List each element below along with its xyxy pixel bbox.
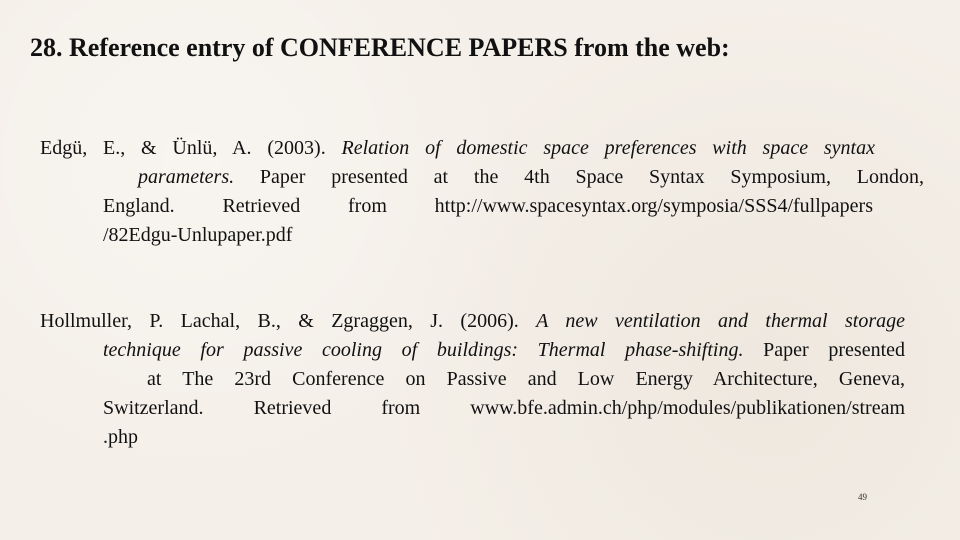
reference-line <box>40 365 905 394</box>
reference-details: Paper presented at the 4th Space Syntax Symposium, London, <box>234 166 924 188</box>
reference-line <box>40 336 905 365</box>
reference-line <box>40 134 875 163</box>
reference-details: Paper presented <box>743 339 906 361</box>
reference-url: /82Edgu-Unlupaper.pdf <box>103 224 293 246</box>
reference-line <box>40 394 905 423</box>
reference-line <box>40 423 906 452</box>
reference-details: at The 23rd Conference on Passive and Low Energy Architecture, Geneva, <box>147 368 905 390</box>
reference-url: .php <box>103 426 138 448</box>
reference-details: Switzerland. Retrieved from www.bfe.admin.ch/php/modules/publikationen/stream <box>103 397 905 419</box>
slide-title: 28. Reference entry of CONFERENCE PAPERS from the web: <box>30 33 730 62</box>
reference-authors-year: Hollmuller, P. Lachal, B., & Zgraggen, J. (2006). <box>40 310 537 332</box>
reference-title: Relation of domestic space preferences with space syntax <box>341 137 875 159</box>
reference-line <box>40 192 873 221</box>
page-number: 49 <box>858 492 867 502</box>
reference-details: England. Retrieved from http://www.spacesyntax.org/symposia/SSS4/fullpapers <box>103 195 873 217</box>
reference-authors-year: Edgü, E., & Ünlü, A. (2003). <box>40 137 342 159</box>
reference-entry-hollmuller <box>40 307 906 452</box>
reference-line <box>40 307 905 336</box>
reference-line <box>40 163 924 192</box>
reference-title: technique for passive cooling of buildings: Thermal phase-shifting. <box>103 339 744 361</box>
reference-entry-edgu-unlu <box>40 134 924 250</box>
reference-title: parameters. <box>138 166 235 188</box>
reference-title: A new ventilation and thermal storage <box>536 310 906 332</box>
reference-line <box>40 221 906 250</box>
